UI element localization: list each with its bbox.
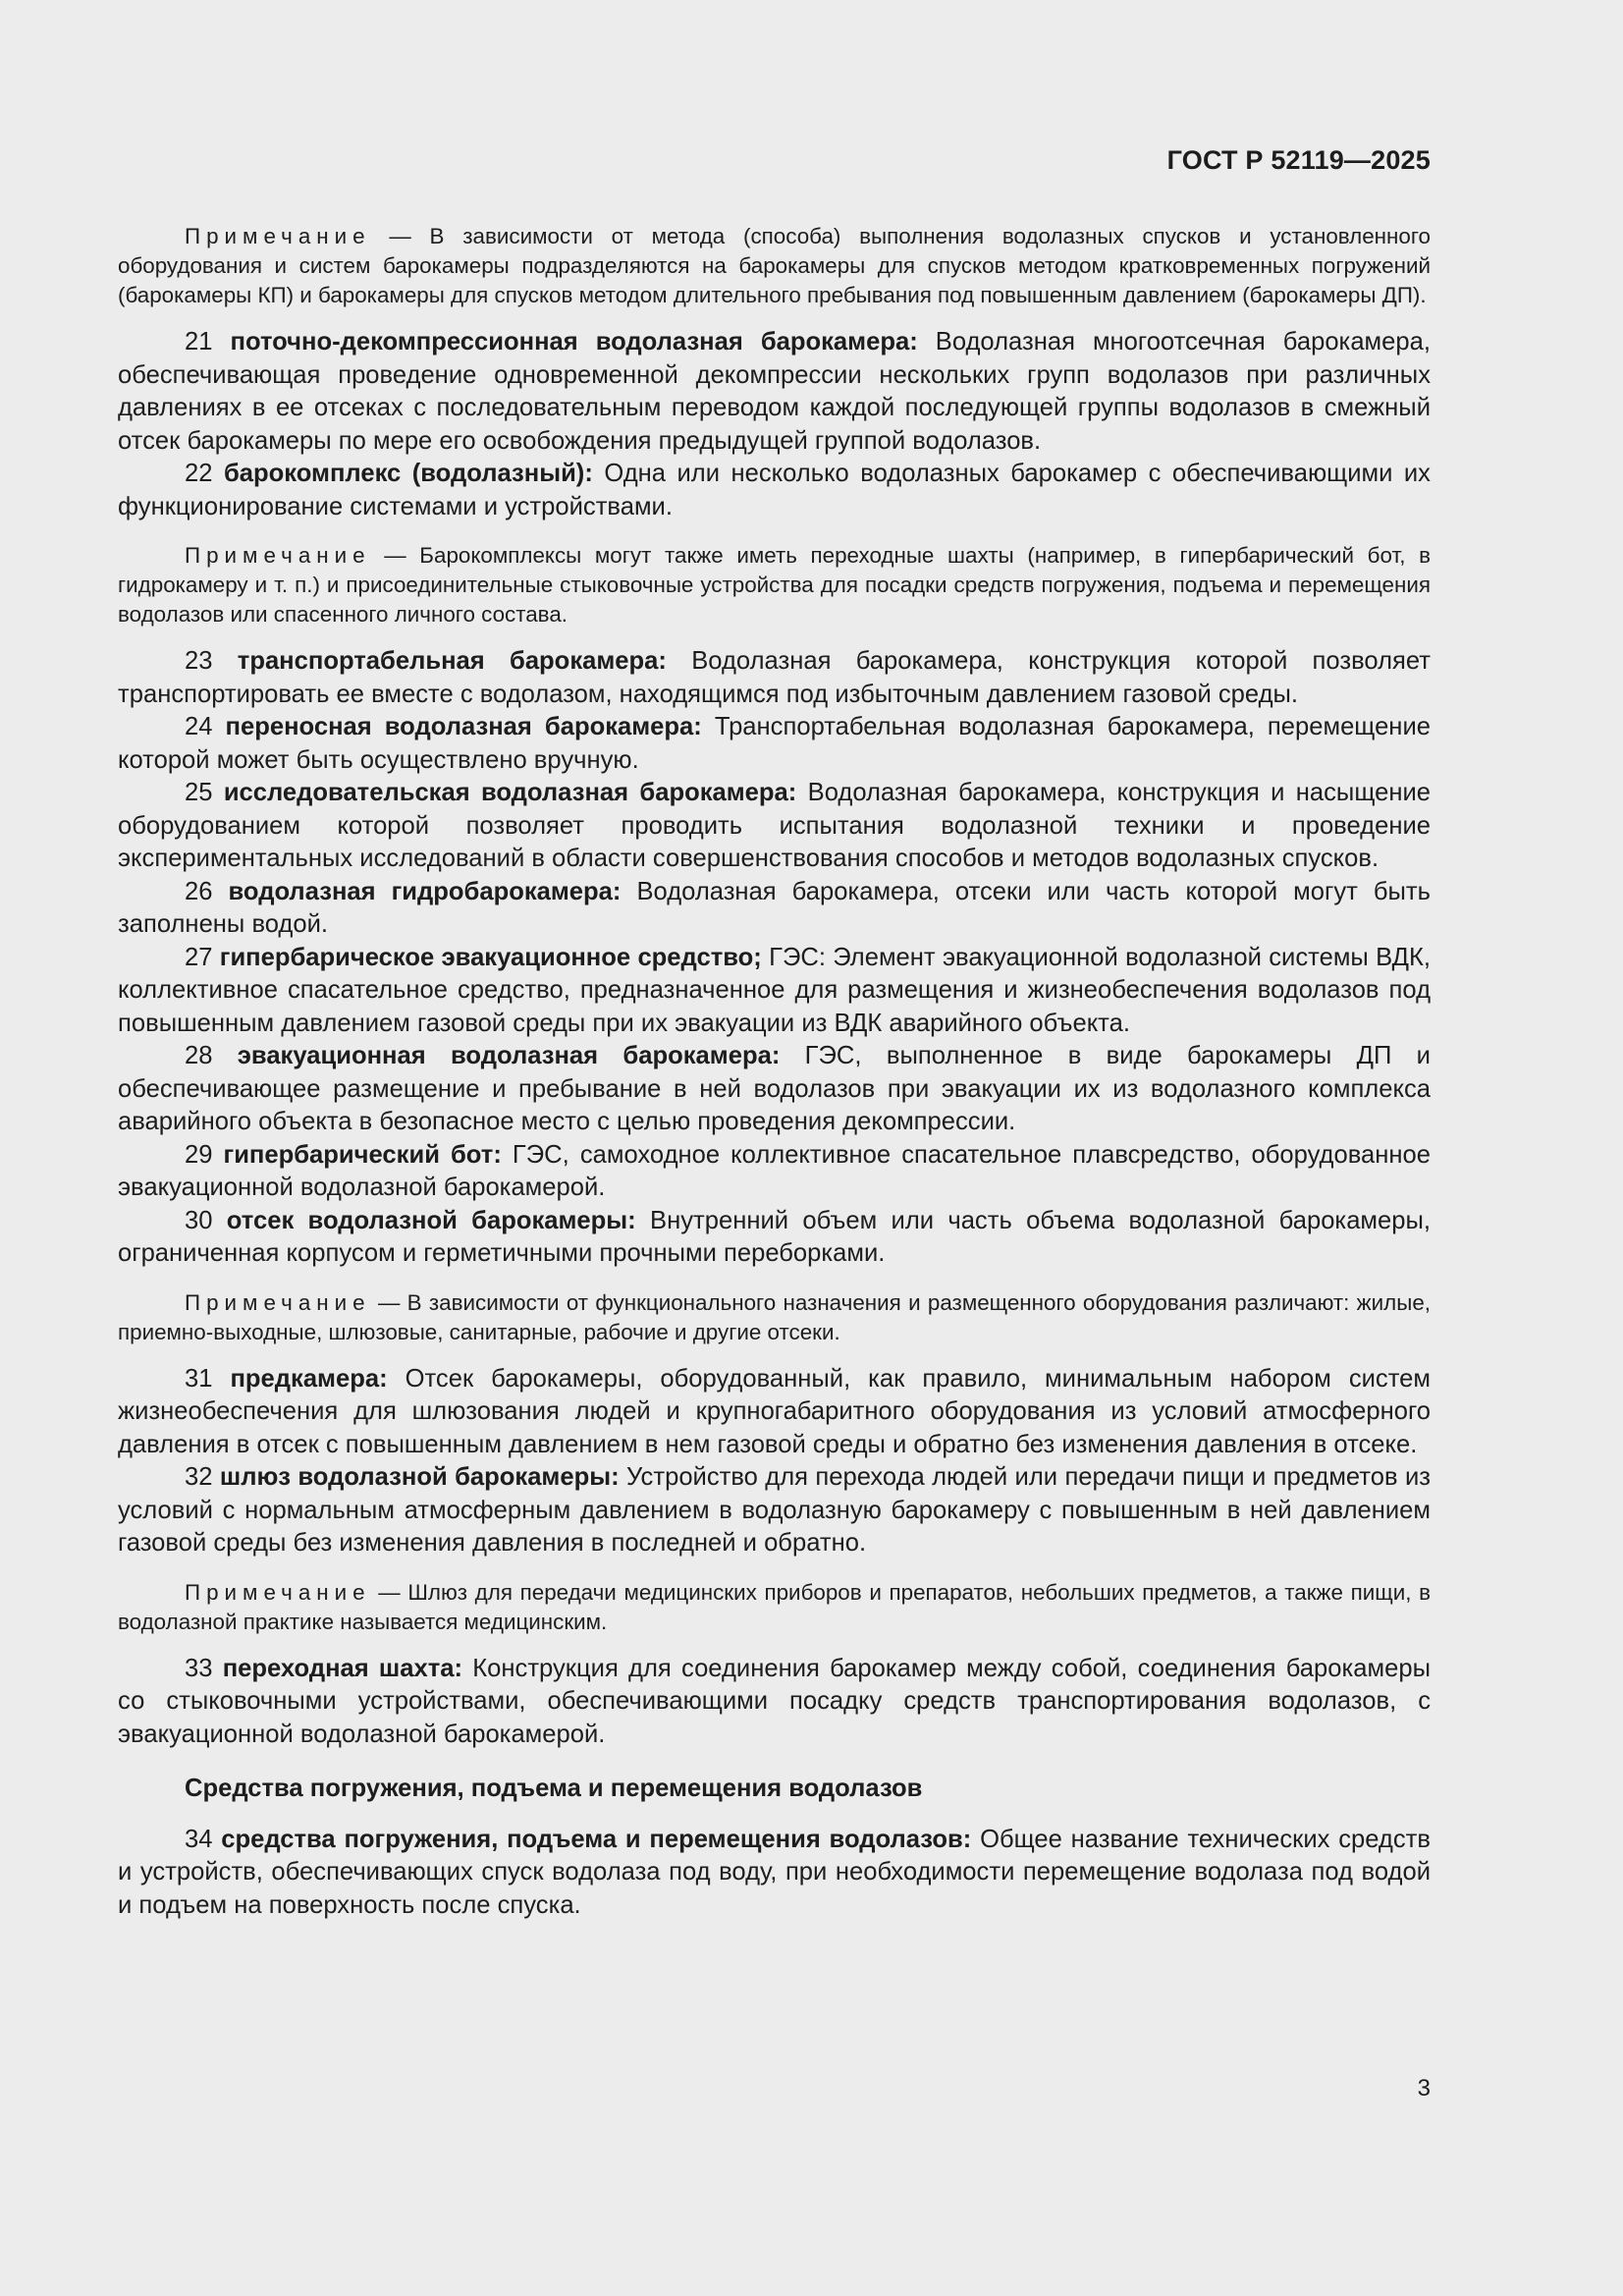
page-number: 3	[1417, 2075, 1431, 2102]
document-body	[118, 222, 1431, 1922]
term-number: 30	[185, 1206, 213, 1234]
term-title: отсек водолазной барокамеры:	[226, 1206, 636, 1234]
term-entry-34	[118, 1824, 1431, 1923]
term-entry-24	[118, 711, 1431, 777]
note-text: — Барокомплексы могут также иметь переходные шахты (например, в гипербарический бот, в гидрокамеру и т. п.) и присоединительные стыковочные устройства для посадки средств погружения, подъема и перемещения водолазов или спасенного личного состава.	[118, 543, 1431, 627]
note-label: Примечание	[185, 1289, 371, 1315]
term-number: 34	[185, 1825, 213, 1853]
term-number: 33	[185, 1654, 213, 1682]
note-label: Примечание	[185, 224, 371, 248]
term-entry-23	[118, 645, 1431, 711]
term-number: 24	[185, 713, 213, 740]
term-title: переносная водолазная барокамера:	[225, 713, 702, 740]
term-entry-30	[118, 1205, 1431, 1271]
term-entry-22	[118, 458, 1431, 523]
term-entry-29	[118, 1139, 1431, 1205]
term-definition: Водолазная барокамера, конструкция которой позволяет транспортировать ее вместе с водолазом, находящимся под избыточным давлением газовой среды.	[118, 647, 1431, 708]
document-code: ГОСТ Р 52119—2025	[1166, 145, 1431, 175]
term-definition: Транспортабельная водолазная барокамера, перемещение которой может быть осуществлено вручную.	[118, 713, 1431, 774]
term-title: исследовательская водолазная барокамера:	[223, 779, 797, 806]
term-definition: Водолазная барокамера, конструкция и насыщение оборудованием которой позволяет проводить испытания водолазной техники и проведение экспериментальных исследований в области совершенствования способов и методов водолазных спусков.	[118, 779, 1431, 872]
term-number: 26	[185, 877, 213, 905]
note-paragraph	[118, 1578, 1431, 1637]
note-label: Примечание	[185, 543, 371, 568]
term-definition: Конструкция для соединения барокамер между собой, соединения барокамеры со стыковочными устройствами, обеспечивающими посадку средств транспортирования водолазов, с эвакуационной водолазной барокамерой.	[118, 1654, 1431, 1748]
term-definition: ГЭС, выполненное в виде барокамеры ДП и обеспечивающее размещение и пребывание в ней водолазов при эвакуации их из водолазного комплекса аварийного объекта в безопасное место с целью проведения декомпрессии.	[118, 1042, 1431, 1135]
term-title: водолазная гидробарокамера:	[228, 877, 622, 905]
term-definition: Внутренний объем или часть объема водолазной барокамеры, ограниченная корпусом и герметичными прочными переборками.	[118, 1206, 1431, 1267]
term-title: переходная шахта:	[222, 1654, 463, 1682]
note-paragraph	[118, 222, 1431, 310]
note-text: — В зависимости от метода (способа) выполнения водолазных спусков и установленного оборудования и систем барокамеры подразделяются на барокамеры для спусков методом кратковременных погружений (барокамеры КП) и барокамеры для спусков методом длительного пребывания под повышенным давлением (барокамеры ДП).	[118, 224, 1431, 307]
term-number: 29	[185, 1140, 213, 1169]
term-definition: Устройство для перехода людей или передачи пищи и предметов из условий с нормальным атмосферным давлением в водолазную барокамеру с повышенным в ней давлением газовой среды без изменения давления в последней и обратно.	[118, 1463, 1431, 1557]
term-entry-27	[118, 942, 1431, 1041]
term-definition: Общее название технических средств и устройств, обеспечивающих спуск водолаза под воду, при необходимости перемещение водолаза под водой и подъем на поверхность после спуска.	[118, 1825, 1431, 1919]
term-entry-21	[118, 326, 1431, 458]
term-title: средства погружения, подъема и перемещения водолазов:	[221, 1825, 972, 1853]
term-number: 32	[185, 1463, 213, 1491]
term-definition: ГЭС: Элемент эвакуационной водолазной системы ВДК, коллективное спасательное средство, предназначенное для размещения и жизнеобеспечения водолазов под повышенным давлением газовой среды при их эвакуации из ВДК аварийного объекта.	[118, 943, 1431, 1037]
term-number: 21	[185, 328, 213, 355]
term-number: 28	[185, 1042, 213, 1069]
note-paragraph	[118, 541, 1431, 629]
term-number: 22	[185, 460, 213, 487]
term-number: 31	[185, 1364, 213, 1393]
note-text: — Шлюз для передачи медицинских приборов и препаратов, небольших предметов, а также пищи, в водолазной практике называется медицинским.	[118, 1579, 1431, 1634]
term-entry-25	[118, 777, 1431, 876]
term-title: шлюз водолазной барокамеры:	[219, 1463, 620, 1491]
term-title: гипербарическое эвакуационное средство;	[219, 943, 762, 971]
note-label: Примечание	[185, 1579, 371, 1605]
note-text: — В зависимости от функционального назначения и размещенного оборудования различают: жилые, приемно-выходные, шлюзовые, санитарные, рабочие и другие отсеки.	[118, 1289, 1431, 1344]
term-title: транспортабельная барокамера:	[237, 647, 667, 675]
term-title: поточно-декомпрессионная водолазная барокамера:	[230, 328, 918, 355]
term-number: 25	[185, 779, 213, 806]
term-definition: Одна или несколько водолазных барокамер с обеспечивающими их функционирование системами и устройствами.	[118, 460, 1431, 520]
term-definition: Отсек барокамеры, оборудованный, как правило, минимальным набором систем жизнеобеспечения для шлюзования людей и крупногабаритного оборудования из условий атмосферного давления в отсек с повышенным давлением в нем газовой среды и обратно без изменения давления в отсеке.	[118, 1364, 1431, 1458]
term-title: барокомплекс (водолазный):	[223, 460, 593, 487]
term-title: предкамера:	[230, 1364, 388, 1393]
term-entry-31	[118, 1363, 1431, 1462]
term-number: 23	[185, 647, 213, 675]
term-title: эвакуационная водолазная барокамера:	[237, 1042, 781, 1069]
term-definition: Водолазная многоотсечная барокамера, обеспечивающая проведение одновременной декомпрессии нескольких групп водолазов при различных давлениях в ее отсеках с последовательным переводом каждой последующей группы водолазов в смежный отсек барокамеры по мере его освобождения предыдущей группой водолазов.	[118, 328, 1431, 455]
term-entry-28	[118, 1040, 1431, 1139]
term-number: 27	[185, 943, 213, 971]
term-title: гипербарический бот:	[223, 1140, 502, 1169]
term-entry-32	[118, 1461, 1431, 1560]
term-entry-26	[118, 876, 1431, 942]
term-definition: ГЭС, самоходное коллективное спасательное плавсредство, оборудованное эвакуационной водолазной барокамерой.	[118, 1140, 1431, 1201]
note-paragraph	[118, 1288, 1431, 1347]
term-entry-33	[118, 1653, 1431, 1752]
term-definition: Водолазная барокамера, отсеки или часть которой могут быть заполнены водой.	[118, 877, 1431, 938]
section-title: Средства погружения, подъема и перемещения водолазов	[185, 1775, 923, 1802]
